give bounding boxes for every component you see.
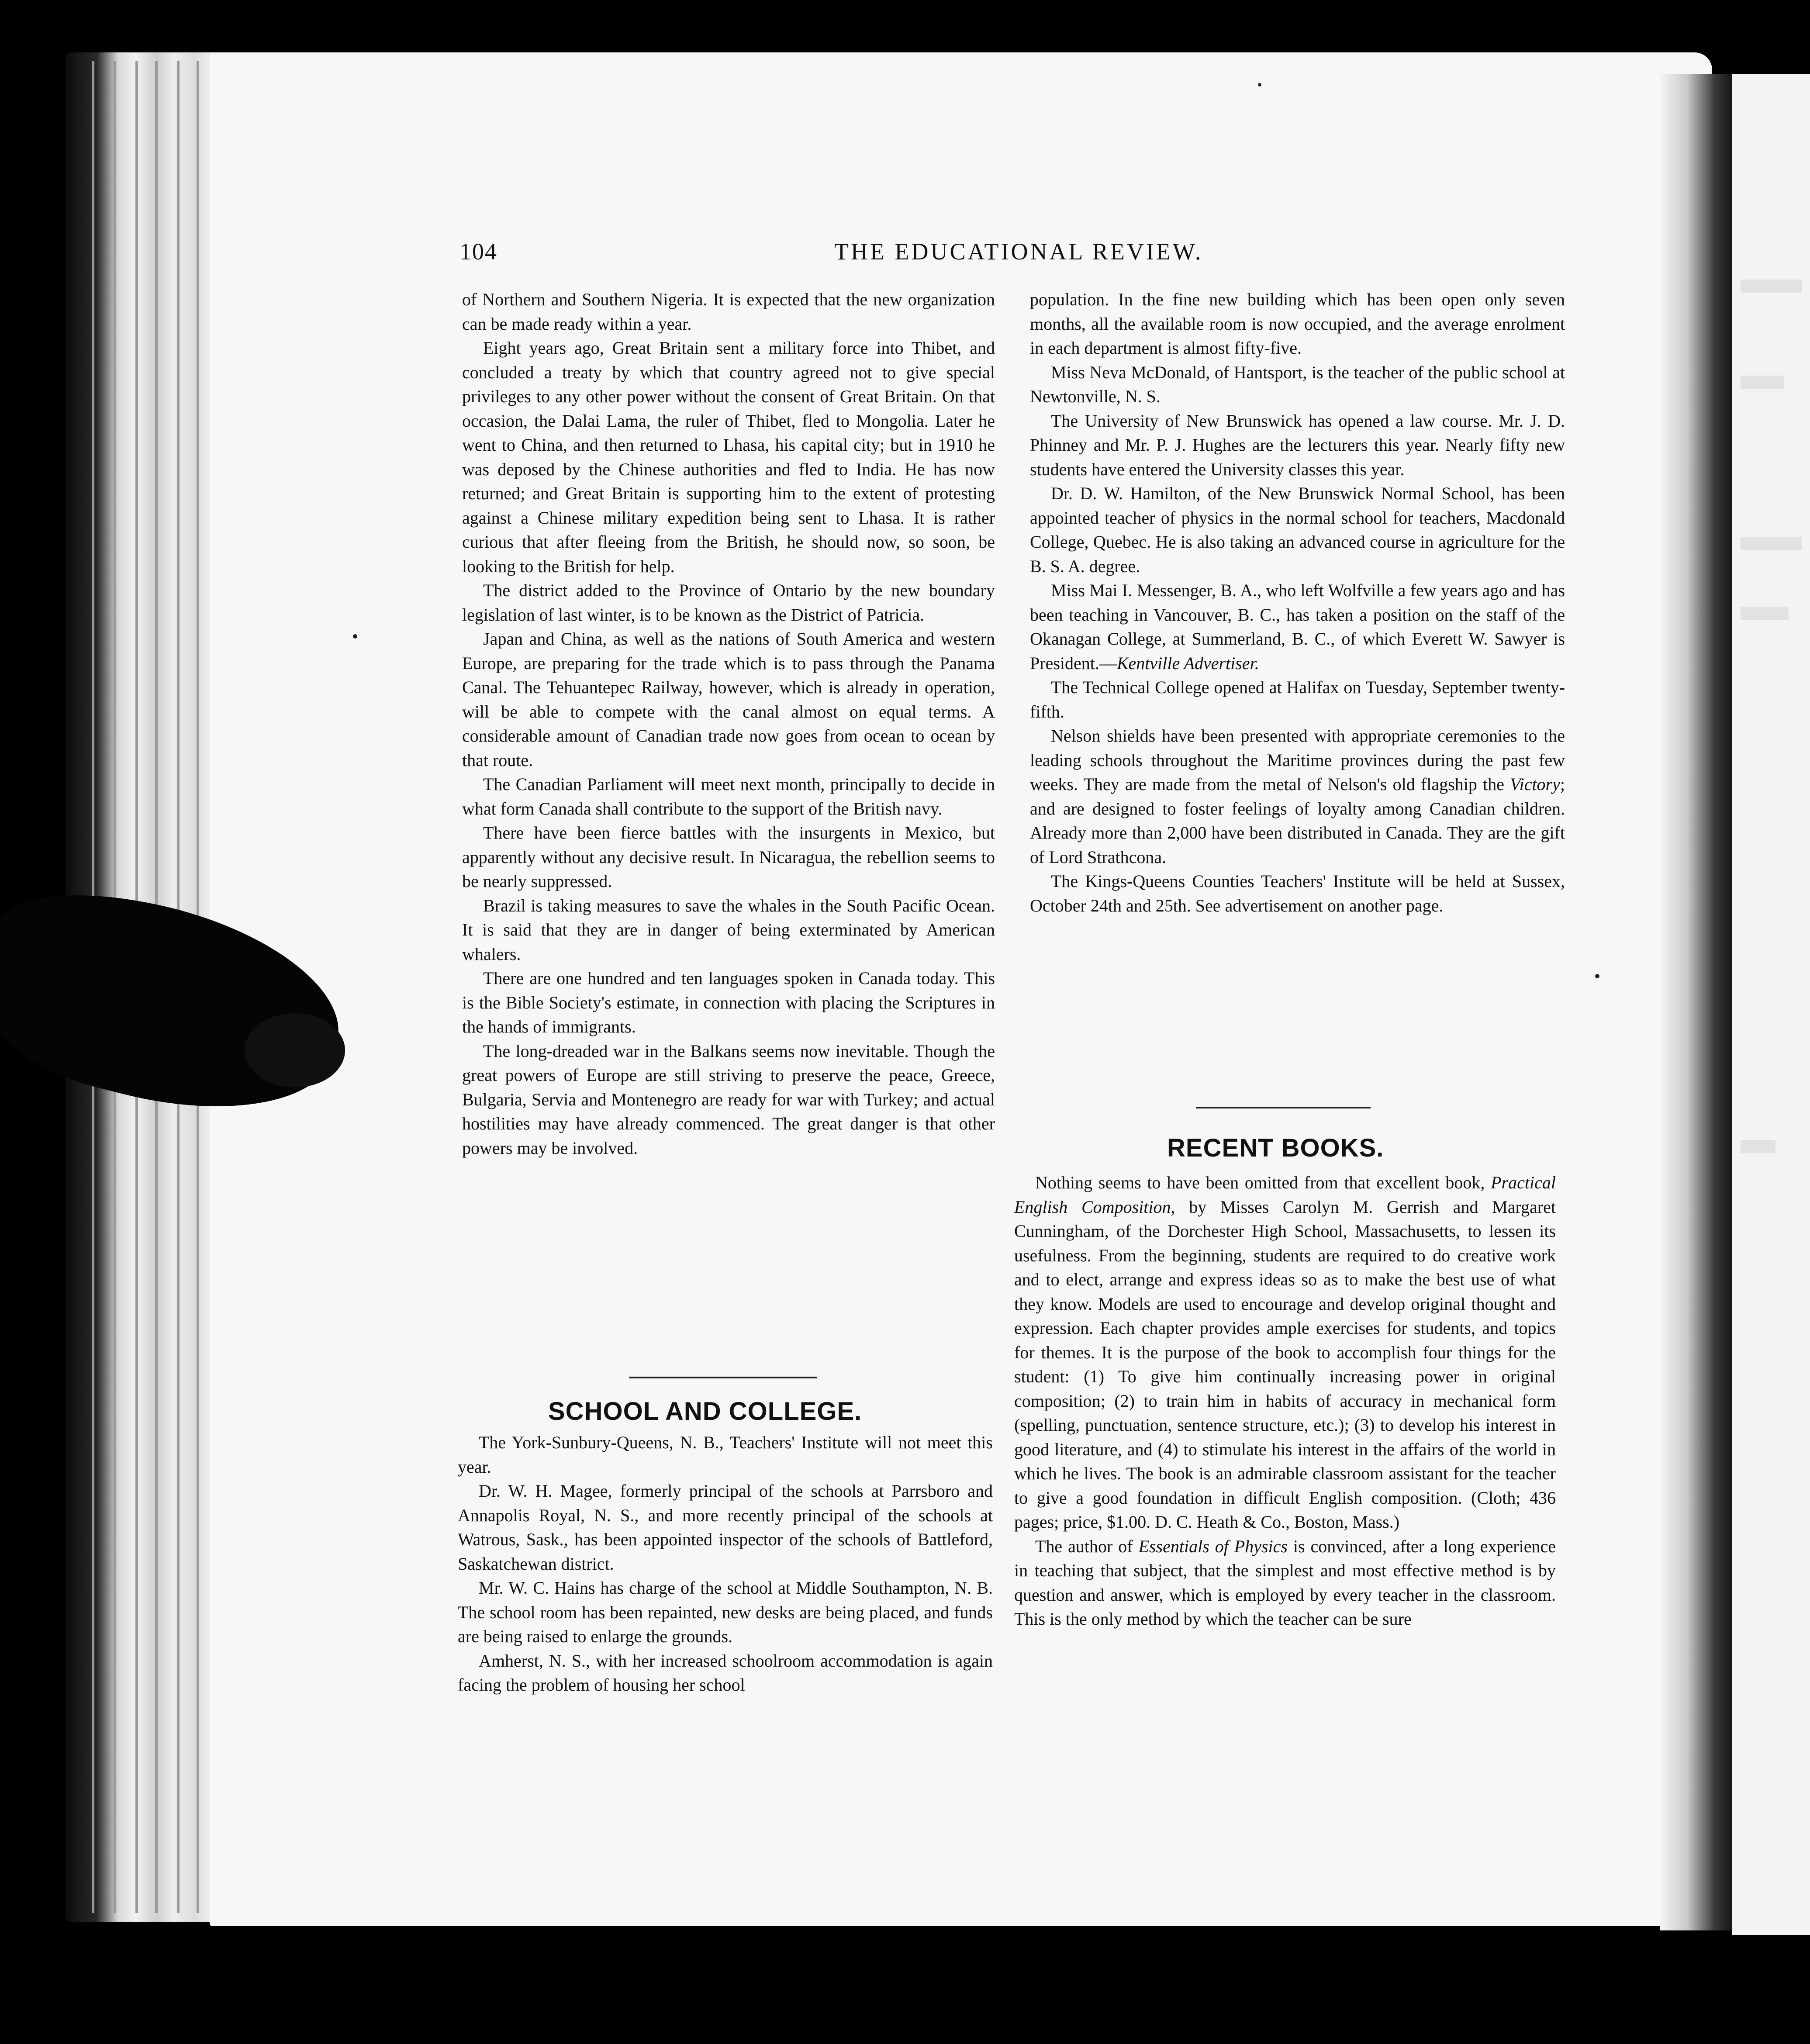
ink-speck (1258, 83, 1261, 86)
page-number: 104 (459, 238, 497, 265)
news-paragraph: The long-dreaded war in the Balkans seems now inevitable. Though the great powers of Europe are still striving to preserve the peace, Greece, Bulgaria, Servia and Montenegro are ready for war with Turkey; and actual hostilities may have already commenced. The great danger is that other powers may be involved. (462, 1041, 995, 1158)
news-paragraph: There are one hundred and ten languages spoken in Canada today. This is the Bible Society's estimate, in connection with placing the Scriptures in the hands of immigrants. (462, 968, 995, 1036)
school-news-paragraph: Mr. W. C. Hains has charge of the school at Middle Southampton, N. B. The school room has been repainted, new desks are being placed, and funds are being raised to enlarge the grounds. (458, 1578, 993, 1646)
school-and-college-section (458, 1430, 993, 1697)
school-news-paragraph: The Kings-Queens Counties Teachers' Institute will be held at Sussex, October 24th and 25th. See advertisement on another page. (1030, 871, 1565, 915)
news-paragraph: Eight years ago, Great Britain sent a military force into Thibet, and concluded a treaty by which that country agreed not to give special privileges to any other power without the consent of Great Britain. On that occasion, the Dalai Lama, the ruler of Thibet, fled to Mongolia. Later he went to China, and then returned to Lhasa, his capital city; but in 1910 he was deposed by the Chinese authorities and fled to India. He has now returned; and Great Britain is supporting him to the extent of protesting against a Chinese military expedition being sent to Lhasa. It is rather curious that after fleeing from the British, he should now, so soon, be looking to the British for help. (462, 338, 995, 576)
bleed-through-text (1741, 1140, 1775, 1153)
facing-page-sliver (1732, 74, 1810, 1935)
paragraph-text: ; and are designed to foster feelings of loyalty among Canadian children. Already more than 2,000 have been distributed in Canada. They are the gift of Lord Strathcona. (1030, 774, 1565, 867)
school-news-paragraph: population. In the fine new building which has been open only seven months, all the available room is now occupied, and the average enrolment in each department is almost fifty-five. (1030, 290, 1565, 358)
bleed-through-text (1741, 376, 1784, 389)
school-news-paragraph: The University of New Brunswick has opened a law course. Mr. J. D. Phinney and Mr. P. J. Hughes are the lecturers this year. Nearly fifty new students have entered the University classes this year. (1030, 411, 1565, 479)
ink-speck (1595, 974, 1599, 978)
news-paragraph: Brazil is taking measures to save the whales in the South Pacific Ocean. It is said that they are in danger of being exterminated by American whalers. (462, 895, 995, 964)
bleed-through-text (1741, 607, 1789, 620)
school-news-paragraph: Miss Neva McDonald, of Hantsport, is the teacher of the public school at Newtonville, N. S. (1030, 362, 1565, 406)
right-column-news (1030, 287, 1565, 918)
news-paragraph: of Northern and Southern Nigeria. It is expected that the new organization can be made ready within a year. (462, 290, 995, 334)
school-news-paragraph (1030, 724, 1565, 869)
news-paragraph: The Canadian Parliament will meet next month, principally to decide in what form Canada shall contribute to the support of the British navy. (462, 774, 995, 818)
book-title: Practical English Composition (1014, 1173, 1556, 1217)
paragraph-text: Nothing seems to have been omitted from that excellent book, (1035, 1173, 1491, 1192)
paragraph-text: Miss Mai I. Messenger, B. A., who left Wolfville a few years ago and has been teaching in Vancouver, B. C., has taken a position on the staff of the Okanagan College, at Summerland, B. C., of which Everett W. Sawyer is President.— (1030, 580, 1565, 673)
gutter-shadow (1660, 74, 1738, 1930)
section-divider-rule (629, 1377, 817, 1378)
news-paragraph: Japan and China, as well as the nations of South America and western Europe, are preparing for the trade which is to pass through the Panama Canal. The Tehuantepec Railway, however, which is already in operation, will be able to compete with the canal almost on equal terms. A considerable amount of Canadian trade now goes from ocean to ocean by that route. (462, 629, 995, 770)
book-review-paragraph (1014, 1534, 1556, 1631)
school-news-paragraph (1030, 578, 1565, 675)
ink-speck (353, 634, 357, 639)
bleed-through-text (1741, 280, 1802, 293)
source-citation: Kentville Advertiser. (1116, 653, 1259, 673)
paragraph-text: , by Misses Carolyn M. Gerrish and Margaret Cunningham, of the Dorchester High School, Massachusetts, to lessen its usefulness. From the beginning, students are required to do creative work and to elect, arrange and express ideas so as to make the best use of what they know. Models are used to encourage and develop original thought and expression. Each chapter provides ample exercises for students, and topics for themes. It is the purpose of the book to accomplish four things for the student: (1) To give him continually increasing power in original composition; (2) to train him in habits of accuracy in mechanical form (spelling, punctuation, sentence structure, etc.); (3) to develop his interest in good literature, and (4) to stimulate his interest in the affairs of the world in which he lives. The book is an admirable classroom assistant for the teacher to give a good foundation in difficult English composition. (Cloth; 436 pages; price, $1.00. D. C. Heath & Co., Boston, Mass.) (1014, 1197, 1556, 1532)
section-divider-rule (1196, 1107, 1371, 1108)
school-news-paragraph: Amherst, N. S., with her increased schoolroom accommodation is again facing the problem of housing her school (458, 1650, 993, 1695)
news-paragraph: There have been fierce battles with the insurgents in Mexico, but apparently without any decisive result. In Nicaragua, the rebellion seems to be nearly suppressed. (462, 823, 995, 891)
recent-books-section (1014, 1170, 1556, 1631)
school-news-paragraph: The York-Sunbury-Queens, N. B., Teachers' Institute will not meet this year. (458, 1433, 993, 1477)
ship-name: Victory (1510, 774, 1560, 794)
paragraph-text: is convinced, after a long experience in teaching that subject, that the simplest and most effective method is by question and answer, which is employed by every teacher in the classroom. This is the only method by which the teacher can be sure (1014, 1536, 1556, 1629)
paragraph-text: Nelson shields have been presented with appropriate ceremonies to the leading schools throughout the Maritime provinces during the past few weeks. They are made from the metal of Nelson's old flagship the (1030, 726, 1565, 794)
book-title: Essentials of Physics (1138, 1536, 1288, 1556)
bleed-through-text (1741, 537, 1802, 550)
school-news-paragraph: Dr. W. H. Magee, formerly principal of the schools at Parrsboro and Annapolis Royal, N. S., and more recently principal of the schools at Watrous, Sask., has been appointed inspector of the schools of Battleford, Saskatchewan district. (458, 1481, 993, 1574)
section-heading-school-and-college: SCHOOL AND COLLEGE. (548, 1397, 862, 1426)
school-news-paragraph: Dr. D. W. Hamilton, of the New Brunswick Normal School, has been appointed teacher of physics in the normal school for teachers, Macdonald College, Quebec. He is also taking an advanced course in agriculture for the B. S. A. degree. (1030, 483, 1565, 576)
news-paragraph: The district added to the Province of Ontario by the new boundary legislation of last winter, is to be known as the District of Patricia. (462, 580, 995, 625)
section-heading-recent-books: RECENT BOOKS. (1167, 1134, 1384, 1162)
paragraph-text: The author of (1035, 1536, 1139, 1556)
book-review-paragraph (1014, 1170, 1556, 1534)
school-news-paragraph: The Technical College opened at Halifax on Tuesday, September twenty-fifth. (1030, 677, 1565, 722)
running-head-title: THE EDUCATIONAL REVIEW. (834, 238, 1203, 265)
left-column-news (462, 287, 995, 1160)
finger-tip-shadow (245, 1013, 345, 1088)
